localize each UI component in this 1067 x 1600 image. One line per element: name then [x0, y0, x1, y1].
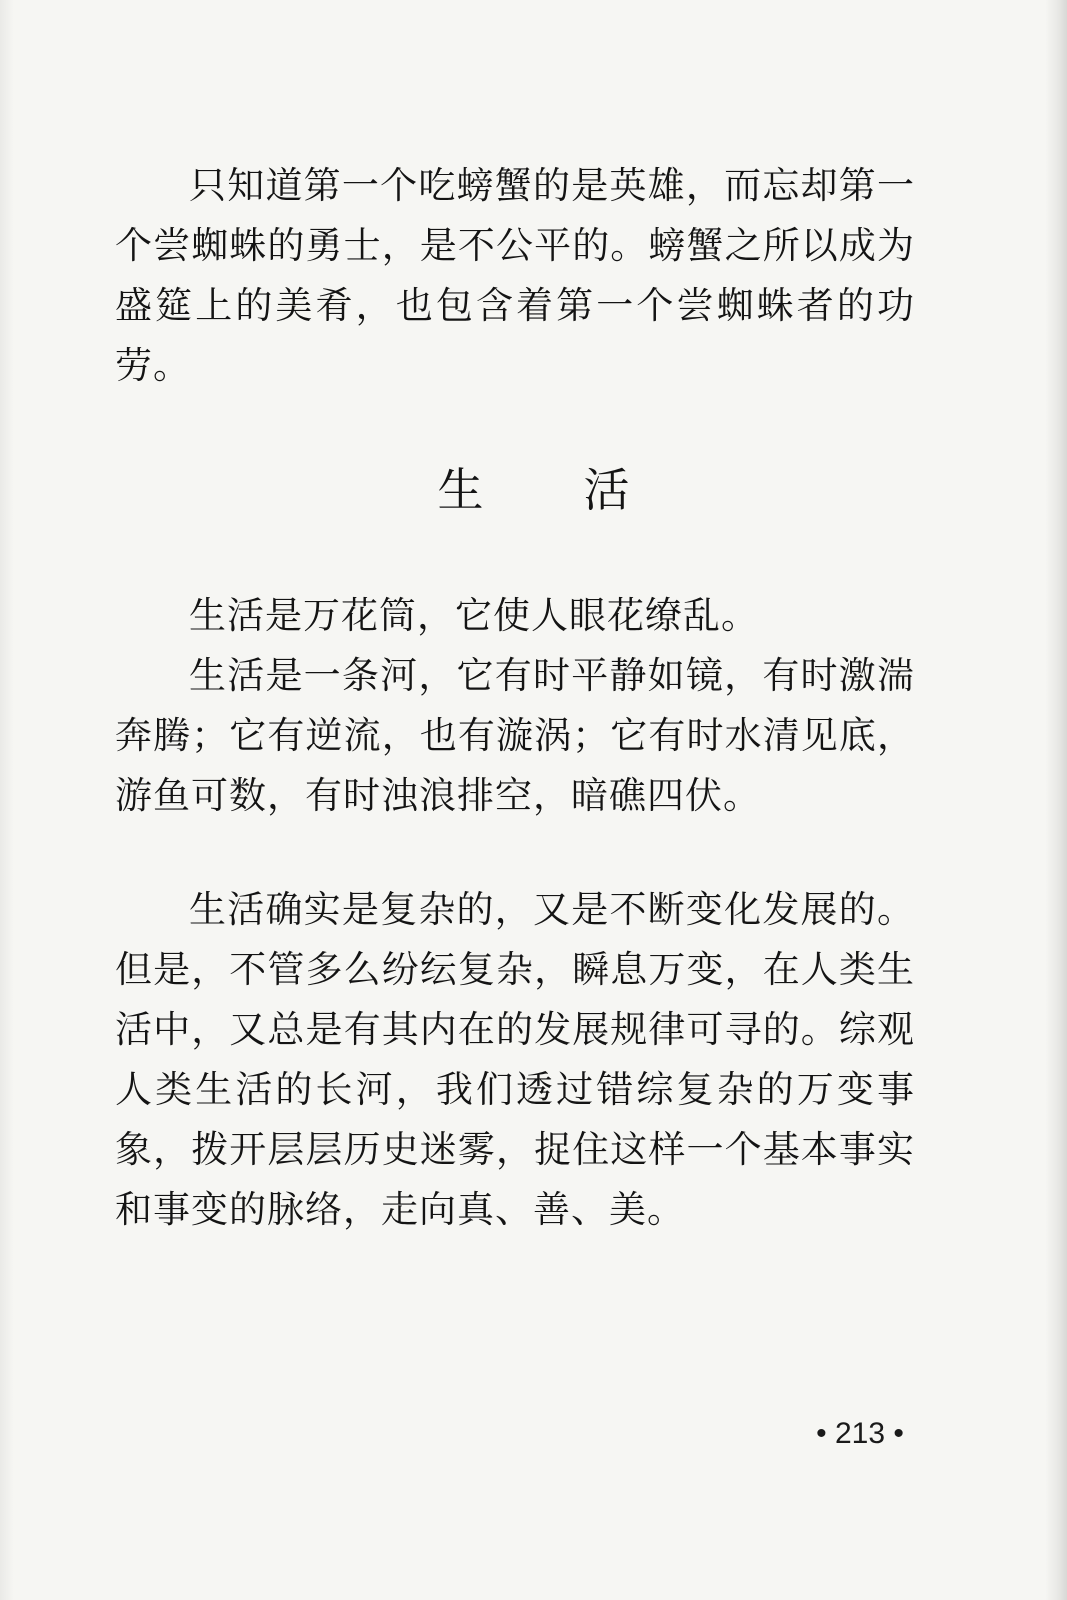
scan-edge-left	[0, 0, 14, 1600]
intro-paragraph: 只知道第一个吃螃蟹的是英雄，而忘却第一个尝蜘蛛的勇士，是不公平的。螃蟹之所以成为盛筵上的美肴，也包含着第一个尝蜘蛛者的功劳。	[115, 164, 915, 387]
body-paragraph-1: 生活是万花筒，它使人眼花缭乱。	[189, 594, 759, 637]
page-number: • 213 •	[816, 1417, 904, 1450]
scan-edge-right	[1045, 0, 1067, 1600]
body-paragraph-3: 生活确实是复杂的，又是不断变化发展的。但是，不管多么纷纭复杂，瞬息万变，在人类生活中，又总是有其内在的发展规律可寻的。综观人类生活的长河，我们透过错综复杂的万变事象，拨开层层历史迷雾，捉住这样一个基本事实和事变的脉络，走向真、善、美。	[115, 888, 915, 1231]
body-paragraph-2: 生活是一条河，它有时平静如镜，有时激湍奔腾；它有逆流，也有漩涡；它有时水清见底，游鱼可数，有时浊浪排空，暗礁四伏。	[115, 654, 915, 817]
section-title: 生活	[437, 463, 730, 517]
